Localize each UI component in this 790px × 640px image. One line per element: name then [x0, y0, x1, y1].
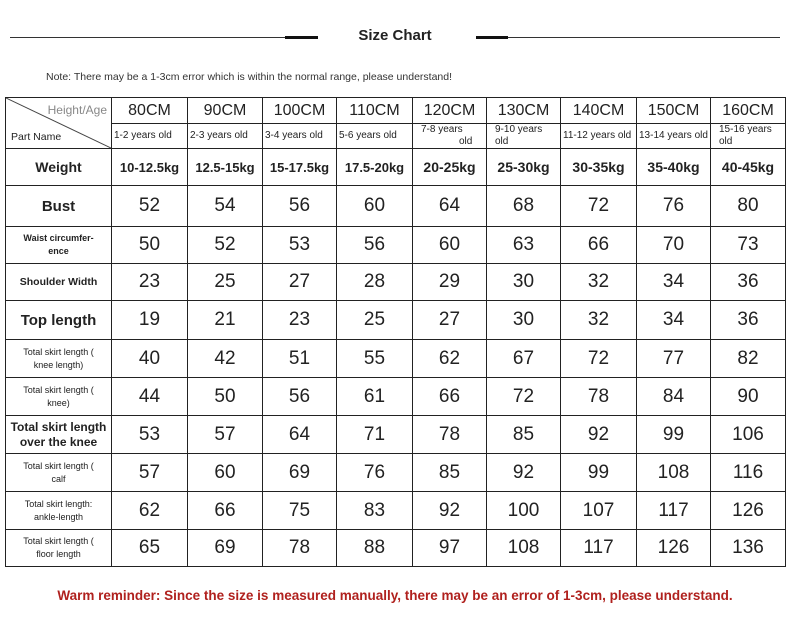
- value-cell: 69: [263, 454, 337, 492]
- age-line: old: [719, 136, 733, 147]
- measure-row-top-length: [6, 301, 786, 340]
- value-cell: 73: [711, 227, 786, 264]
- value-cell: 88: [337, 530, 413, 567]
- row-label-bust: Bust: [6, 186, 112, 227]
- measure-row-bust: [6, 186, 786, 227]
- value-cell: 23: [263, 301, 337, 340]
- value-cell: 57: [112, 454, 188, 492]
- size-height-cell: 140CM: [561, 98, 637, 124]
- value-cell: 99: [561, 454, 637, 492]
- value-cell: 71: [337, 416, 413, 454]
- row-label-line: knee length): [33, 359, 84, 370]
- size-height-cell: 100CM: [263, 98, 337, 124]
- size-age-cell: 11-12 years old: [561, 124, 637, 149]
- value-cell: 76: [637, 186, 711, 227]
- value-cell: 56: [263, 186, 337, 227]
- value-cell: 56: [337, 227, 413, 264]
- value-cell: 53: [263, 227, 337, 264]
- value-cell: 70: [637, 227, 711, 264]
- error-note: Note: There may be a 1-3cm error which is within the normal range, please understand!: [46, 71, 453, 83]
- value-cell: 27: [413, 301, 487, 340]
- value-cell: 64: [263, 416, 337, 454]
- value-cell: 68: [487, 186, 561, 227]
- measure-row-skirt-knee-length: [6, 340, 786, 378]
- value-cell: 52: [188, 227, 263, 264]
- weight-cell: 20-25kg: [413, 149, 487, 186]
- value-cell: 36: [711, 301, 786, 340]
- value-cell: 36: [711, 264, 786, 301]
- row-label-line: Total skirt length: [10, 420, 107, 435]
- measure-row-skirt-knee: [6, 378, 786, 416]
- age-header-row: [6, 124, 786, 149]
- size-age-cell: [413, 124, 487, 149]
- value-cell: 72: [561, 186, 637, 227]
- value-cell: 67: [487, 340, 561, 378]
- measure-row-skirt-over-knee: [6, 416, 786, 454]
- value-cell: 78: [413, 416, 487, 454]
- row-label-line: Total skirt length (: [23, 346, 94, 357]
- row-label-waist: [6, 227, 112, 264]
- value-cell: 32: [561, 301, 637, 340]
- row-label-line: over the knee: [19, 434, 98, 449]
- value-cell: 54: [188, 186, 263, 227]
- value-cell: 27: [263, 264, 337, 301]
- row-label-skirt-calf: [6, 454, 112, 492]
- row-label-line: calf: [51, 473, 66, 484]
- value-cell: 66: [188, 492, 263, 530]
- value-cell: 136: [711, 530, 786, 567]
- page-title: Size Chart: [358, 27, 432, 44]
- value-cell: 85: [413, 454, 487, 492]
- value-cell: 23: [112, 264, 188, 301]
- value-cell: 50: [112, 227, 188, 264]
- value-cell: 60: [413, 227, 487, 264]
- value-cell: 107: [561, 492, 637, 530]
- title-bar: [0, 26, 790, 48]
- value-cell: 78: [263, 530, 337, 567]
- value-cell: 66: [413, 378, 487, 416]
- height-age-label: Height/Age: [47, 103, 107, 117]
- row-label-line: knee): [47, 397, 70, 408]
- size-age-cell: 13-14 years old: [637, 124, 711, 149]
- weight-cell: 35-40kg: [637, 149, 711, 186]
- age-line: 7-8 years: [421, 124, 463, 135]
- value-cell: 34: [637, 264, 711, 301]
- value-cell: 62: [112, 492, 188, 530]
- height-header-row: [6, 98, 786, 124]
- value-cell: 97: [413, 530, 487, 567]
- value-cell: 99: [637, 416, 711, 454]
- row-label-shoulder: Shoulder Width: [6, 264, 112, 301]
- value-cell: 29: [413, 264, 487, 301]
- value-cell: 60: [337, 186, 413, 227]
- size-age-cell: [711, 124, 786, 149]
- row-label-skirt-ankle: [6, 492, 112, 530]
- size-age-cell: [487, 124, 561, 149]
- value-cell: 100: [487, 492, 561, 530]
- value-cell: 82: [711, 340, 786, 378]
- value-cell: 85: [487, 416, 561, 454]
- value-cell: 53: [112, 416, 188, 454]
- measure-row-waist: [6, 227, 786, 264]
- size-height-cell: 110CM: [337, 98, 413, 124]
- value-cell: 30: [487, 301, 561, 340]
- value-cell: 64: [413, 186, 487, 227]
- title-rule-right: [476, 37, 780, 38]
- measure-row-skirt-ankle: [6, 492, 786, 530]
- value-cell: 117: [561, 530, 637, 567]
- value-cell: 28: [337, 264, 413, 301]
- row-label-line: Total skirt length (: [23, 536, 94, 547]
- size-age-cell: 1-2 years old: [112, 124, 188, 149]
- title-accent-right: [476, 36, 508, 39]
- size-age-cell: 3-4 years old: [263, 124, 337, 149]
- row-label-line: ence: [48, 246, 69, 256]
- row-label-weight: Weight: [6, 149, 112, 186]
- value-cell: 126: [637, 530, 711, 567]
- value-cell: 83: [337, 492, 413, 530]
- value-cell: 44: [112, 378, 188, 416]
- value-cell: 117: [637, 492, 711, 530]
- value-cell: 25: [188, 264, 263, 301]
- value-cell: 55: [337, 340, 413, 378]
- value-cell: 108: [637, 454, 711, 492]
- age-line: 15-16 years: [719, 124, 772, 135]
- row-label-line: Total skirt length:: [24, 498, 93, 509]
- row-label-skirt-over-knee: [6, 416, 112, 454]
- value-cell: 42: [188, 340, 263, 378]
- size-height-cell: 80CM: [112, 98, 188, 124]
- age-line: old: [459, 136, 473, 147]
- value-cell: 75: [263, 492, 337, 530]
- value-cell: 69: [188, 530, 263, 567]
- value-cell: 62: [413, 340, 487, 378]
- weight-cell: 25-30kg: [487, 149, 561, 186]
- row-label-top-length: Top length: [6, 301, 112, 340]
- value-cell: 80: [711, 186, 786, 227]
- value-cell: 92: [561, 416, 637, 454]
- value-cell: 78: [561, 378, 637, 416]
- value-cell: 90: [711, 378, 786, 416]
- value-cell: 60: [188, 454, 263, 492]
- row-label-skirt-knee: [6, 378, 112, 416]
- measure-row-shoulder: [6, 264, 786, 301]
- age-line: 9-10 years: [495, 124, 543, 135]
- value-cell: 63: [487, 227, 561, 264]
- value-cell: 30: [487, 264, 561, 301]
- size-height-cell: 120CM: [413, 98, 487, 124]
- size-age-cell: 2-3 years old: [188, 124, 263, 149]
- measure-row-skirt-calf: [6, 454, 786, 492]
- row-label-line: Total skirt length (: [23, 384, 94, 395]
- row-label-skirt-floor: [6, 530, 112, 567]
- value-cell: 92: [413, 492, 487, 530]
- size-table: [5, 97, 786, 567]
- value-cell: 66: [561, 227, 637, 264]
- weight-cell: 15-17.5kg: [263, 149, 337, 186]
- size-height-cell: 90CM: [188, 98, 263, 124]
- value-cell: 116: [711, 454, 786, 492]
- value-cell: 21: [188, 301, 263, 340]
- value-cell: 32: [561, 264, 637, 301]
- warm-reminder: Warm reminder: Since the size is measured manually, there may be an error of 1-3cm, please understand.: [57, 588, 733, 603]
- value-cell: 92: [487, 454, 561, 492]
- value-cell: 51: [263, 340, 337, 378]
- value-cell: 56: [263, 378, 337, 416]
- value-cell: 40: [112, 340, 188, 378]
- header-corner-cell: [6, 98, 112, 149]
- age-line: old: [495, 136, 509, 147]
- weight-cell: 30-35kg: [561, 149, 637, 186]
- row-label-line: ankle-length: [33, 511, 84, 522]
- part-name-label: Part Name: [11, 131, 62, 143]
- measure-row-skirt-floor: [6, 530, 786, 567]
- row-label-line: Waist circumfer-: [23, 233, 94, 244]
- value-cell: 76: [337, 454, 413, 492]
- value-cell: 77: [637, 340, 711, 378]
- value-cell: 72: [561, 340, 637, 378]
- row-label-skirt-knee-length: [6, 340, 112, 378]
- value-cell: 25: [337, 301, 413, 340]
- value-cell: 34: [637, 301, 711, 340]
- size-height-cell: 150CM: [637, 98, 711, 124]
- value-cell: 84: [637, 378, 711, 416]
- value-cell: 108: [487, 530, 561, 567]
- weight-row: [6, 149, 786, 186]
- weight-cell: 10-12.5kg: [112, 149, 188, 186]
- size-height-cell: 160CM: [711, 98, 786, 124]
- row-label-line: Total skirt length (: [23, 460, 94, 471]
- value-cell: 126: [711, 492, 786, 530]
- value-cell: 65: [112, 530, 188, 567]
- size-age-cell: 5-6 years old: [337, 124, 413, 149]
- size-height-cell: 130CM: [487, 98, 561, 124]
- value-cell: 72: [487, 378, 561, 416]
- value-cell: 52: [112, 186, 188, 227]
- value-cell: 57: [188, 416, 263, 454]
- weight-cell: 40-45kg: [711, 149, 786, 186]
- value-cell: 61: [337, 378, 413, 416]
- value-cell: 106: [711, 416, 786, 454]
- value-cell: 50: [188, 378, 263, 416]
- value-cell: 19: [112, 301, 188, 340]
- weight-cell: 12.5-15kg: [188, 149, 263, 186]
- row-label-line: floor length: [36, 549, 81, 559]
- weight-cell: 17.5-20kg: [337, 149, 413, 186]
